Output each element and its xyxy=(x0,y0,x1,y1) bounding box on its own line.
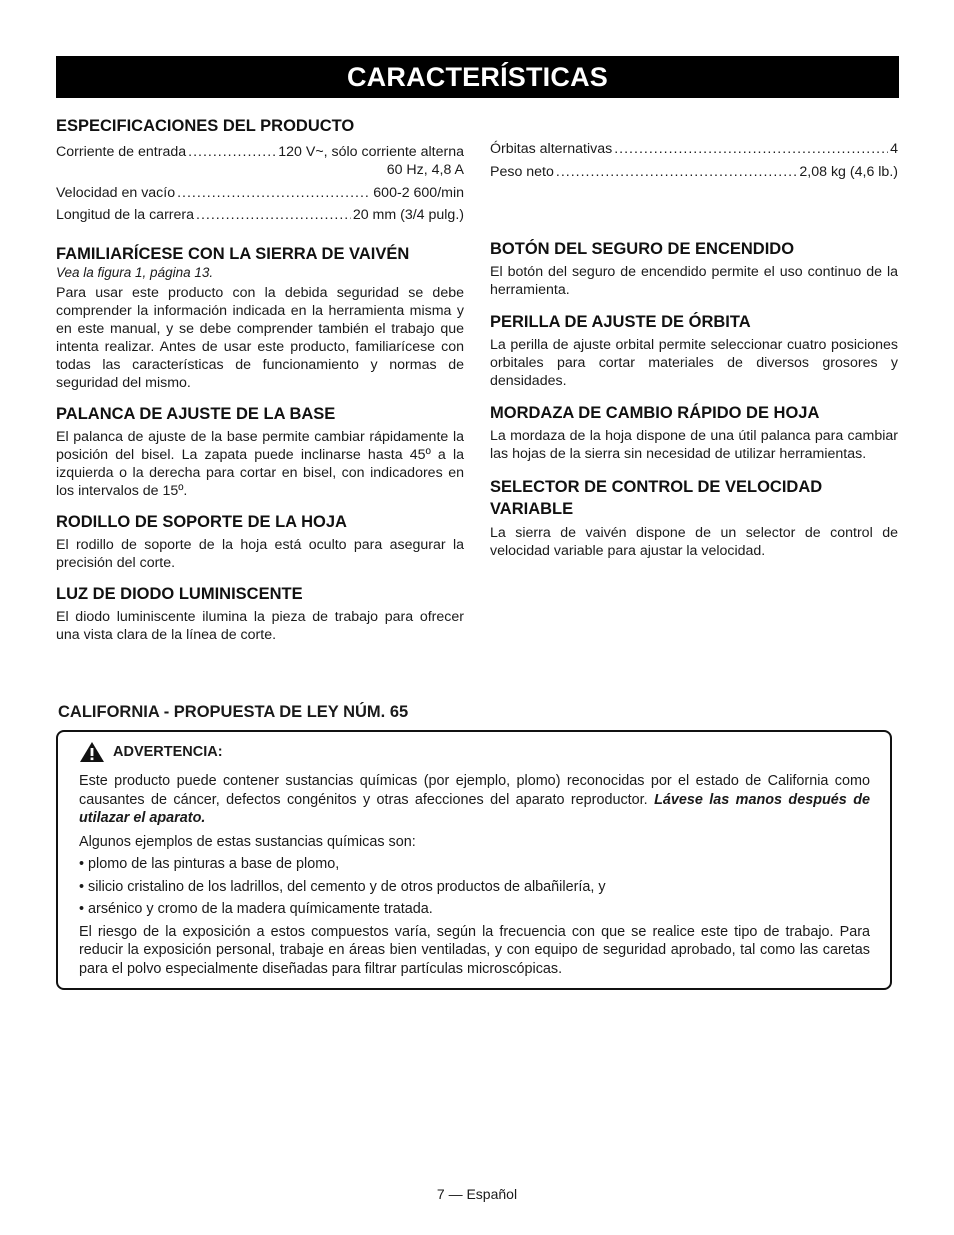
blade-clamp-heading: MORDAZA DE CAMBIO RÁPIDO DE HOJA xyxy=(490,404,820,422)
spec-value: 4 xyxy=(890,141,898,157)
leader-dots xyxy=(196,206,351,224)
blade-clamp-body: La mordaza de la hoja dispone de una útil palanca para cambiar las hojas de la sierra sin necesidad de utilizar herramientas. xyxy=(490,428,898,462)
spec-value: 20 mm (3/4 pulg.) xyxy=(352,207,464,223)
spec-value-continued: 60 Hz, 4,8 A xyxy=(386,162,464,178)
california-heading: CALIFORNIA - PROPUESTA DE LEY NÚM. 65 xyxy=(58,703,409,721)
spec-value: 600-2 600/min xyxy=(373,185,464,201)
page-footer: 7 — Español xyxy=(436,1186,518,1202)
left-column xyxy=(56,116,464,644)
spec-label: Peso neto xyxy=(490,164,554,180)
speed-selector-body: La sierra de vaivén dispone de un selector de control de velocidad variable para ajustar la velocidad. xyxy=(490,525,898,559)
spec-row-input xyxy=(56,143,464,161)
orbit-knob-body: La perilla de ajuste orbital permite seleccionar cuatro posiciones orbitales para cortar materiales de diversos grosores y densidades. xyxy=(490,337,898,389)
lock-button-body: El botón del seguro de encendido permite el uso continuo de la herramienta. xyxy=(490,264,898,298)
roller-body: El rodillo de soporte de la hoja está oculto para asegurar la precisión del corte. xyxy=(56,537,464,571)
base-lever-body: El palanca de ajuste de la base permite cambiar rápidamente la posición del bisel. La zapata puede inclinarse hasta 45º a la izquierda o la derecha para cortar en bisel, con indicadores en los intervalos de 15º. xyxy=(56,429,464,499)
spec-row-orbits xyxy=(490,140,898,158)
spec-label: Longitud de la carrera xyxy=(56,207,195,223)
spec-value: 120 V~, sólo corriente alterna xyxy=(278,144,464,160)
led-body: El diodo luminiscente ilumina la pieza de trabajo para ofrecer una vista clara de la línea de corte. xyxy=(56,609,464,643)
spec-row-stroke xyxy=(56,206,464,224)
warning-paragraph-2: Algunos ejemplos de estas sustancias químicas son: xyxy=(79,833,416,850)
base-lever-heading: PALANCA DE AJUSTE DE LA BASE xyxy=(56,405,336,423)
warning-text: Este producto puede contener sustancias químicas (por ejemplo, plomo) reconocidas por el estado de California como causantes de cáncer, defectos congénitos y otras afecciones del aparato reproductor. xyxy=(79,773,870,808)
warning-bullet: • silicio cristalino de los ladrillos, del cemento y de otros productos de albañilería, y xyxy=(79,878,606,895)
spec-row-speed xyxy=(56,184,464,202)
right-column xyxy=(490,140,898,560)
warning-bullet: • arsénico y cromo de la madera químicamente tratada. xyxy=(79,901,433,917)
speed-selector-heading: SELECTOR DE CONTROL DE VELOCIDAD VARIABLE xyxy=(490,478,823,518)
lock-button-heading: BOTÓN DEL SEGURO DE ENCENDIDO xyxy=(490,240,795,258)
spec-label: Corriente de entrada xyxy=(56,144,187,160)
page-title: CARACTERÍSTICAS xyxy=(56,56,899,98)
roller-heading: RODILLO DE SOPORTE DE LA HOJA xyxy=(56,513,347,531)
leader-dots xyxy=(614,140,888,158)
leader-dots xyxy=(188,143,276,161)
leader-dots xyxy=(556,163,798,181)
figure-reference: Vea la figura 1, página 13. xyxy=(56,265,214,280)
spec-label: Órbitas alternativas xyxy=(490,141,613,157)
warning-triangle-icon xyxy=(79,741,105,763)
warning-header xyxy=(79,740,870,764)
led-heading: LUZ DE DIODO LUMINISCENTE xyxy=(56,585,303,603)
warning-emphasis: Lávese las manos después de utilazar el aparato. xyxy=(79,791,870,826)
familiarize-body: Para usar este producto con la debida seguridad se debe comprender la información indicada en la herramienta misma y en este manual, y se debe comprender también el trabajo que intenta realizar. Antes de usar este producto, familiarícese con todas las características de funcionamiento y normas de seguridad del mismo. xyxy=(56,285,464,391)
warning-bullet: • plomo de las pinturas a base de plomo, xyxy=(79,856,340,872)
spec-label: Velocidad en vacío xyxy=(56,185,176,201)
warning-label: ADVERTENCIA: xyxy=(113,744,223,760)
warning-paragraph-3: El riesgo de la exposición a estos compuestos varía, según la frecuencia con que se realice este tipo de trabajo. Para reducir la exposición personal, trabaje en áreas bien ventiladas, y con equipo de seguridad aprobado, tal como las caretas para el polvo especialmente diseñadas para filtrar partículas microscópicas. xyxy=(79,923,870,977)
leader-dots xyxy=(177,184,371,202)
warning-box xyxy=(56,730,892,990)
orbit-knob-heading: PERILLA DE AJUSTE DE ÓRBITA xyxy=(490,313,751,331)
familiarize-heading: FAMILIARÍCESE CON LA SIERRA DE VAIVÉN xyxy=(56,245,410,263)
spec-row-weight xyxy=(490,163,898,181)
specs-heading: ESPECIFICACIONES DEL PRODUCTO xyxy=(56,117,355,135)
warning-paragraph-1 xyxy=(79,772,870,828)
spec-value: 2,08 kg (4,6 lb.) xyxy=(799,164,898,180)
